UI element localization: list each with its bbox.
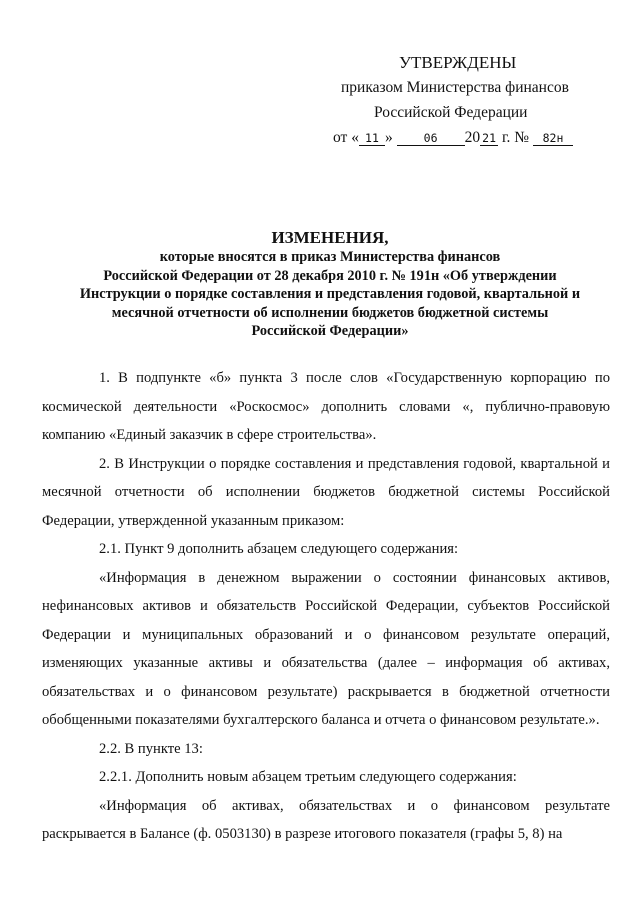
approval-heading: УТВЕРЖДЕНЫ: [399, 53, 517, 72]
date-year-word: г. №: [501, 129, 530, 146]
title-line-1: которые вносятся в приказ Министерства финансов: [159, 249, 501, 265]
title-heading: ИЗМЕНЕНИЯ,: [271, 228, 389, 247]
date-year-suffix: 21: [480, 131, 498, 146]
title-line-5: Российской Федерации»: [251, 323, 409, 340]
date-quote-close: »: [384, 129, 393, 146]
title-line-3: Инструкции о порядке составления и представления годовой, квартальной и: [79, 286, 581, 303]
paragraph-quote-balance: «Информация об активах, обязательствах и о финансовом результате раскрывается в Балансе (ф. 0503130) в разрезе итогового показателя (графы 5, 8) на: [42, 797, 610, 842]
paragraph-1: 1. В подпункте «б» пункта 3 после слов «Государственную корпорацию по космической деятельности «Роскосмос» дополнить словами «, публично-правовую компанию «Единый заказчик в сфере строительства».: [42, 370, 610, 443]
date-year-prefix: 20: [464, 129, 481, 146]
document-body: [42, 364, 610, 849]
approval-stamp: [318, 50, 618, 150]
paragraph-2-1: 2.1. Пункт 9 дополнить абзацем следующего содержания:: [99, 541, 459, 557]
document-title: [40, 228, 620, 341]
approval-line-ministry: приказом Министерства финансов: [341, 79, 569, 96]
date-month: 06: [397, 131, 465, 146]
paragraph-2: 2. В Инструкции о порядке составления и представления годовой, квартальной и месячной отчетности об исполнении бюджетов бюджетной системы Российской Федерации, утвержденной указанным приказом:: [42, 455, 610, 529]
title-line-2: Российской Федерации от 28 декабря 2010 г. № 191н «Об утверждении: [103, 267, 557, 284]
approval-date-line: [318, 125, 618, 150]
order-number: 82н: [533, 131, 573, 146]
date-day: 11: [359, 131, 385, 146]
date-prefix: от «: [333, 129, 359, 146]
paragraph-quote-info: «Информация в денежном выражении о состоянии финансовых активов, нефинансовых активов и обязательств Российской Федерации, субъектов Российской Федерации и муниципальных образований и о финансовом результате операций, изменяющих указанные активы и обязательства (далее – информация об активах, обязательствах и о финансовом результате) раскрывается в бюджетной отчетности обобщенными показателями бухгалтерского баланса и отчета о финансовом результате.».: [42, 569, 610, 728]
approval-line-federation: Российской Федерации: [374, 104, 528, 121]
paragraph-2-2: 2.2. В пункте 13:: [99, 740, 203, 757]
paragraph-2-2-1: 2.2.1. Дополнить новым абзацем третьим следующего содержания:: [99, 769, 517, 785]
title-line-4: месячной отчетности об исполнении бюджетов бюджетной системы: [111, 304, 549, 321]
